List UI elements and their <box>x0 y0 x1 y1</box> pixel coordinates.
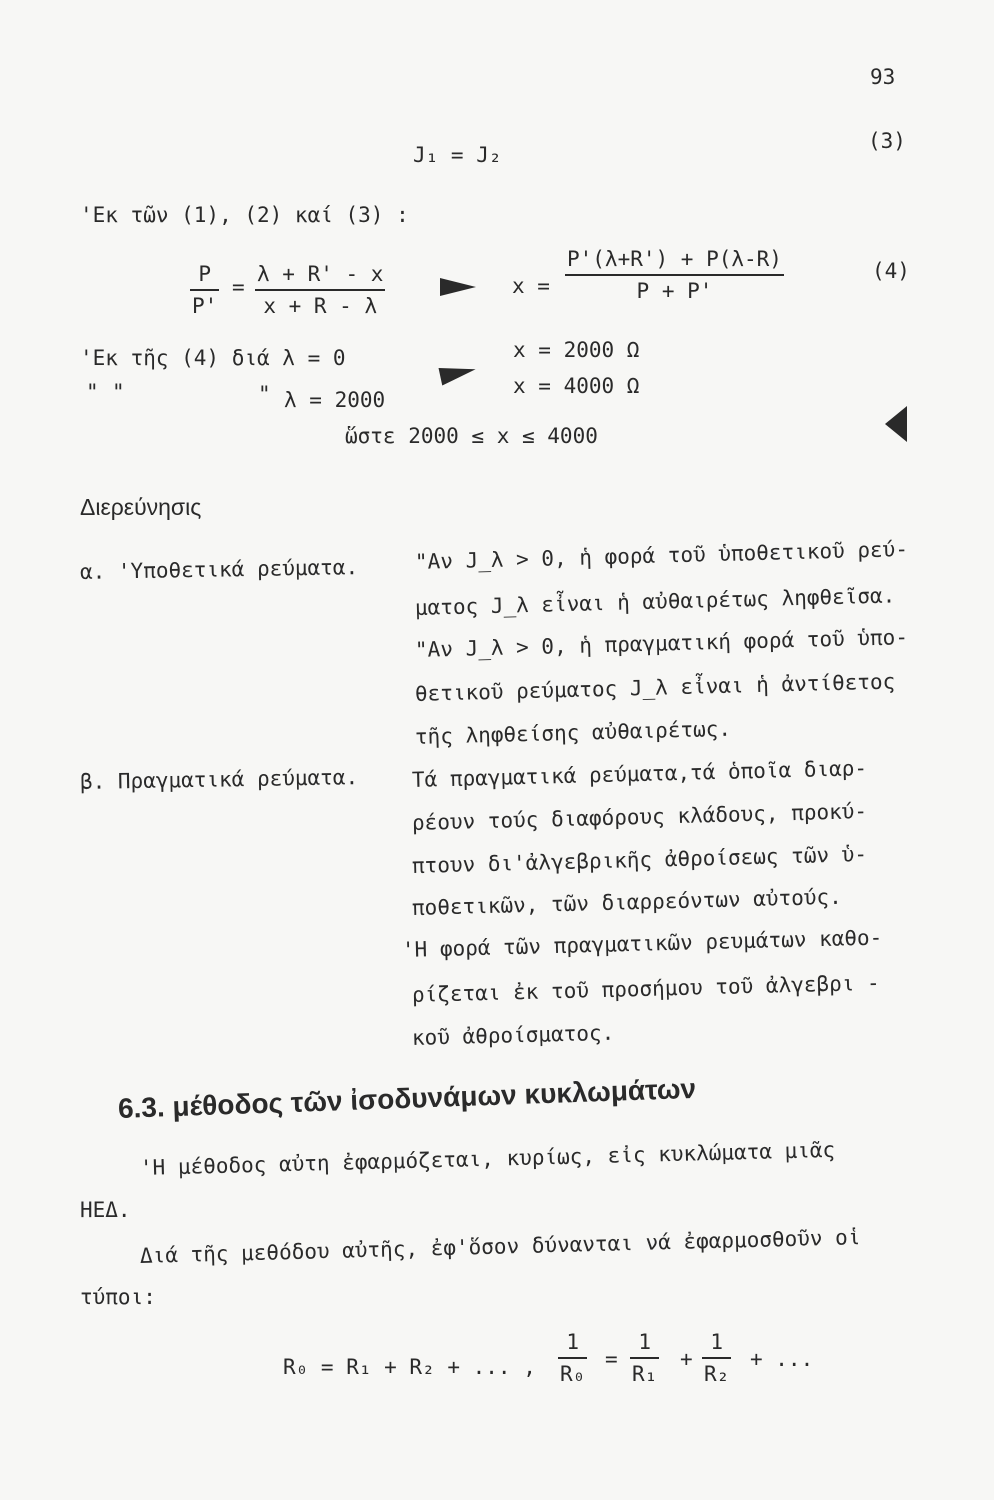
section-heading: 6.3. μέθοδος τῶν ἰσοδυνάμων κυκλωμάτων <box>117 1072 697 1124</box>
implies-arrow-icon <box>439 360 478 385</box>
formula-tail: + ... <box>750 1347 814 1371</box>
fraction-bar <box>565 274 784 276</box>
series-resistance-formula: R₀ = R₁ + R₂ + ... , <box>283 1355 536 1379</box>
item-b-line: πτουν δι'ἀλγεβρικῆς ἀθροίσεως τῶν ὑ- <box>411 842 868 878</box>
case-lambda-zero: 'Εκ τῆς (4) διά λ = 0 <box>80 346 346 370</box>
item-b-line: 'Η φορά τῶν πραγματικῶν ρευμάτων καθο- <box>401 925 883 962</box>
paragraph-2-line: Διά τῆς μεθόδου αὐτῆς, ἐφ'ὅσον δύνανται νά ἐφαρμοσθοῦν οἱ <box>139 1225 861 1268</box>
numerator: λ + R' - x <box>257 262 384 286</box>
x-equals: x = <box>512 274 550 298</box>
equals-sign: = <box>232 275 245 299</box>
case-lambda-2000: λ = 2000 <box>284 388 386 412</box>
fraction-bar <box>702 1357 731 1359</box>
fraction-x-solution <box>565 247 784 303</box>
item-a-line: ματος J_λ εἶναι ἡ αὐθαιρέτως ληφθεῖσα. <box>414 583 896 620</box>
ditto-mark: " <box>86 380 99 404</box>
fraction-one-over-r0 <box>558 1330 587 1386</box>
plus-sign: + <box>680 1347 693 1371</box>
item-b-line: Τά πραγματικά ρεύματα,τά ὁποῖα διαρ- <box>411 756 868 792</box>
ditto-mark: " <box>112 380 125 404</box>
item-a-line: "Αν J_λ > 0, ἡ φορά τοῦ ὑποθετικοῦ ρεύ- <box>414 537 909 574</box>
paragraph-2-line: τύποι: <box>80 1285 156 1309</box>
item-b-line: κοῦ ἀθροίσματος. <box>411 1020 615 1050</box>
denominator: x + R - λ <box>263 293 378 318</box>
fraction-bar <box>190 289 219 291</box>
result-4000: x = 4000 Ω <box>513 374 640 398</box>
denominator: R₁ <box>632 1361 658 1386</box>
equation-number-3: (3) <box>868 129 906 153</box>
numerator: 1 <box>566 1330 579 1354</box>
item-b-label: β. Πραγματικά ρεύματα. <box>79 765 359 794</box>
item-b-line: ποθετικῶν, τῶν διαρρεόντων αὐτούς. <box>411 884 843 920</box>
conclusion: ὥστε 2000 ≤ x ≤ 4000 <box>345 424 598 448</box>
item-a-line: "Αν J_λ > 0, ἡ πραγματική φορά τοῦ ὑπο- <box>414 625 909 662</box>
implies-arrow-icon <box>440 278 476 296</box>
intro-line: 'Εκ τῶν (1), (2) καί (3) : <box>80 203 409 227</box>
end-marker-icon <box>885 406 907 442</box>
page-number: 93 <box>870 65 896 89</box>
fraction-one-over-r1 <box>630 1330 659 1386</box>
equals-sign: = <box>605 1347 618 1371</box>
equation-3: J₁ = J₂ <box>413 143 502 167</box>
item-a-label: α. 'Υποθετικά ρεύματα. <box>79 555 359 584</box>
denominator: R₀ <box>560 1361 586 1386</box>
paragraph-1-line: 'Η μέθοδος αὐτη ἐφαρμόζεται, κυρίως, εἰς κυκλώματα μιᾶς <box>139 1137 836 1180</box>
numerator: 1 <box>710 1330 723 1354</box>
result-2000: x = 2000 Ω <box>513 338 640 362</box>
numerator: 1 <box>638 1330 651 1354</box>
equation-number-4: (4) <box>872 259 910 283</box>
section-title: Διερεύνησις <box>80 494 202 520</box>
ditto-mark: " <box>258 382 271 406</box>
denominator: R₂ <box>704 1361 730 1386</box>
item-a-line: θετικοῦ ρεύματος J_λ εἶναι ἡ ἀντίθετος <box>414 669 896 706</box>
fraction-one-over-r2 <box>702 1330 731 1386</box>
denominator: P' <box>192 293 218 318</box>
fraction-p-over-p-prime <box>190 262 219 318</box>
denominator: P + P' <box>636 278 713 303</box>
paragraph-1-line: ΗΕΔ. <box>80 1198 131 1222</box>
numerator: P'(λ+R') + P(λ-R) <box>567 247 782 271</box>
fraction-bar <box>630 1357 659 1359</box>
fraction-lambda-ratio <box>255 262 385 318</box>
item-b-line: ρίζεται ἐκ τοῦ προσήμου τοῦ ἀλγεβρι - <box>411 970 880 1007</box>
fraction-bar <box>255 289 385 291</box>
fraction-bar <box>558 1357 587 1359</box>
numerator: P <box>198 262 211 286</box>
item-a-line: τῆς ληφθείσης αὐθαιρέτως. <box>414 716 732 749</box>
item-b-line: ρέουν τούς διαφόρους κλάδους, προκύ- <box>411 799 868 835</box>
